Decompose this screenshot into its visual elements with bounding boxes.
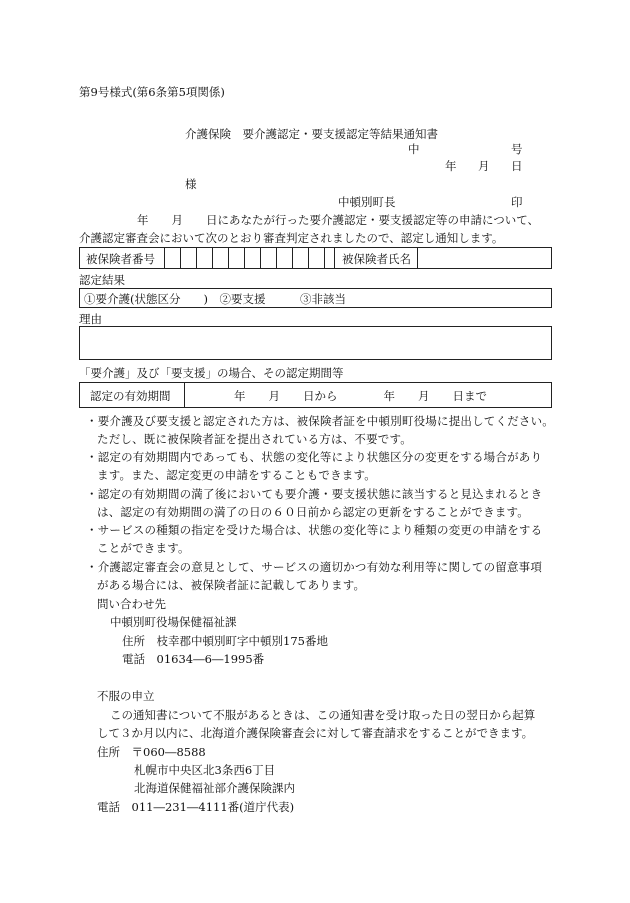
- reason-box: [79, 326, 552, 360]
- period-divider: [184, 383, 185, 407]
- date-month: 月: [478, 159, 490, 173]
- result-heading: 認定結果: [79, 273, 125, 287]
- intro-line-1: 年 月 日にあなたが行った要介護認定・要支援認定等の申請について、: [137, 213, 540, 227]
- period-label: 認定の有効期間: [90, 389, 171, 403]
- note-3-line-1: ・認定の有効期間の満了後においても要介護・要支援状態に該当すると見込まれるとき: [86, 487, 543, 501]
- number-cell-divider: [196, 248, 197, 268]
- appeal-heading: 不服の申立: [97, 689, 155, 703]
- doc-number-prefix: 中: [408, 142, 420, 156]
- seal-mark: 印: [511, 195, 523, 209]
- note-4-line-2: ことができます。: [97, 541, 190, 555]
- intro-line-2: 介護認定審査会において次のとおり審査判定されましたので、認定し通知します。: [79, 231, 504, 245]
- name-value-divider: [417, 248, 418, 268]
- period-heading: 「要介護」及び「要支援」の場合、その認定期間等: [79, 366, 344, 380]
- number-cell-divider: [212, 248, 213, 268]
- appeal-line-1: この通知書について不服があるときは、この通知書を受け取った日の翌日から起算: [110, 708, 536, 722]
- appeal-phone: 電話 011―231―4111番(道庁代表): [97, 800, 295, 814]
- note-5-line-1: ・介護認定審査会の意見として、サービスの適切かつ有効な利用等に関しての留意事項: [86, 560, 543, 574]
- number-cell-divider: [292, 248, 293, 268]
- appeal-address-line-2: 札幌市中央区北3条西6丁目: [134, 763, 276, 777]
- note-1-line-1: ・要介護及び要支援と認定された方は、被保険者証を中頓別町役場に提出してください。: [86, 414, 554, 428]
- appeal-address-label: 住所 〒060―8588: [97, 745, 206, 759]
- number-cell-divider: [164, 248, 165, 268]
- number-cell-divider: [308, 248, 309, 268]
- doc-number-suffix: 号: [511, 142, 523, 156]
- number-cell-divider: [228, 248, 229, 268]
- result-options: ①要介護(状態区分 ) ②要支援 ③非該当: [84, 292, 346, 306]
- number-cell-divider: [260, 248, 261, 268]
- reason-heading: 理由: [79, 312, 102, 326]
- result-box: [79, 288, 552, 308]
- name-label-divider: [334, 248, 335, 268]
- insured-number-label: 被保険者番号: [86, 252, 155, 266]
- contact-address: 住所 枝幸郡中頓別町字中頓別175番地: [122, 634, 328, 648]
- issuer-name: 中頓別町長: [338, 195, 396, 209]
- contact-heading: 問い合わせ先: [97, 597, 166, 611]
- note-2-line-2: ます。また、認定変更の申請をすることもできます。: [97, 468, 376, 482]
- period-box: [79, 382, 552, 408]
- document-title: 介護保険 要介護認定・要支援認定等結果通知書: [185, 127, 438, 141]
- number-cell-divider: [180, 248, 181, 268]
- note-2-line-1: ・認定の有効期間内であっても、状態の変化等により状態区分の変更をする場合があり: [86, 450, 543, 464]
- form-label: 第9号様式(第6条第5項関係): [79, 85, 225, 99]
- appeal-address-line-3: 北海道保健福祉部介護保険課内: [134, 781, 295, 795]
- note-1-line-2: ただし、既に被保険者証を提出されている方は、不要です。: [97, 432, 412, 446]
- date-year: 年: [445, 159, 457, 173]
- contact-office: 中頓別町役場保健福祉課: [110, 615, 237, 629]
- number-cell-divider: [276, 248, 277, 268]
- number-cell-divider: [244, 248, 245, 268]
- insured-table: [79, 247, 552, 269]
- addressee-suffix: 様: [185, 177, 197, 191]
- note-3-line-2: は、認定の有効期間の満了の日の６０日前から認定の更新をすることができます。: [97, 505, 529, 519]
- number-cell-divider: [324, 248, 325, 268]
- insured-name-label: 被保険者氏名: [342, 252, 411, 266]
- note-5-line-2: がある場合には、被保険者証に記載してあります。: [97, 578, 366, 592]
- date-day: 日: [511, 159, 523, 173]
- period-range: 年 月 日から 年 月 日まで: [234, 389, 487, 403]
- contact-phone: 電話 01634―6―1995番: [122, 652, 265, 666]
- appeal-line-2: して３か月以内に、北海道介護保険審査会に対して審査請求をすることができます。: [97, 726, 534, 740]
- note-4-line-1: ・サービスの種類の指定を受けた場合は、状態の変化等により種類の変更の申請をする: [86, 523, 543, 537]
